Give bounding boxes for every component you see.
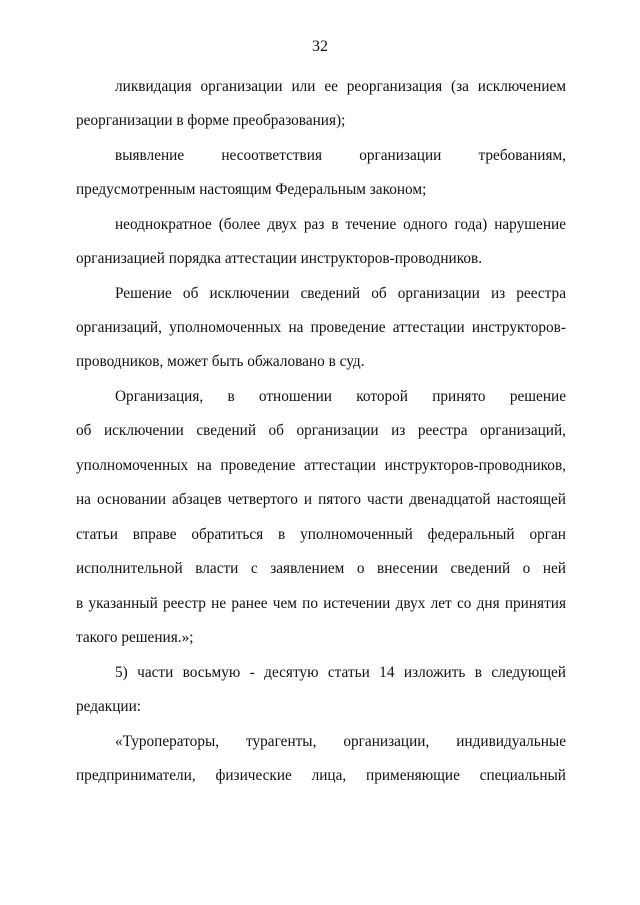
text-line: организацией порядка аттестации инструкторов-проводников.: [76, 250, 483, 267]
text-line: редакции:: [76, 698, 142, 715]
text-line: выявление несоответствия организации требованиям,: [115, 147, 566, 164]
text-line: неоднократное (более двух раз в течение одного года) нарушение: [115, 216, 566, 233]
text-line: об исключении сведений об организации из реестра организаций,: [76, 422, 566, 439]
text-line: исполнительной власти с заявлением о внесении сведений о ней: [76, 560, 566, 577]
text-line: проводников, может быть обжаловано в суд.: [76, 353, 365, 370]
text-line: 5) части восьмую - десятую статьи 14 изложить в следующей: [115, 664, 566, 681]
text-line: предприниматели, физические лица, применяющие специальный: [76, 767, 566, 784]
text-line: организаций, уполномоченных на проведение аттестации инструкторов-: [76, 319, 566, 336]
text-line: на основании абзацев четвертого и пятого части двенадцатой настоящей: [76, 491, 566, 508]
text-line: такого решения.»;: [76, 629, 194, 646]
page-number: 32: [312, 38, 328, 55]
text-line: реорганизации в форме преобразования);: [76, 112, 346, 129]
text-line: ликвидация организации или ее реорганизация (за исключением: [115, 78, 566, 95]
text-line: «Туроператоры, турагенты, организации, индивидуальные: [115, 733, 566, 750]
text-line: в указанный реестр не ранее чем по истечении двух лет со дня принятия: [76, 595, 566, 612]
text-line: уполномоченных на проведение аттестации инструкторов-проводников,: [76, 457, 566, 474]
text-line: статьи вправе обратиться в уполномоченный федеральный орган: [76, 526, 566, 543]
text-line: Организация, в отношении которой принято решение: [115, 388, 566, 405]
text-line: предусмотренным настоящим Федеральным законом;: [76, 181, 427, 198]
text-line: Решение об исключении сведений об организации из реестра: [115, 285, 566, 302]
